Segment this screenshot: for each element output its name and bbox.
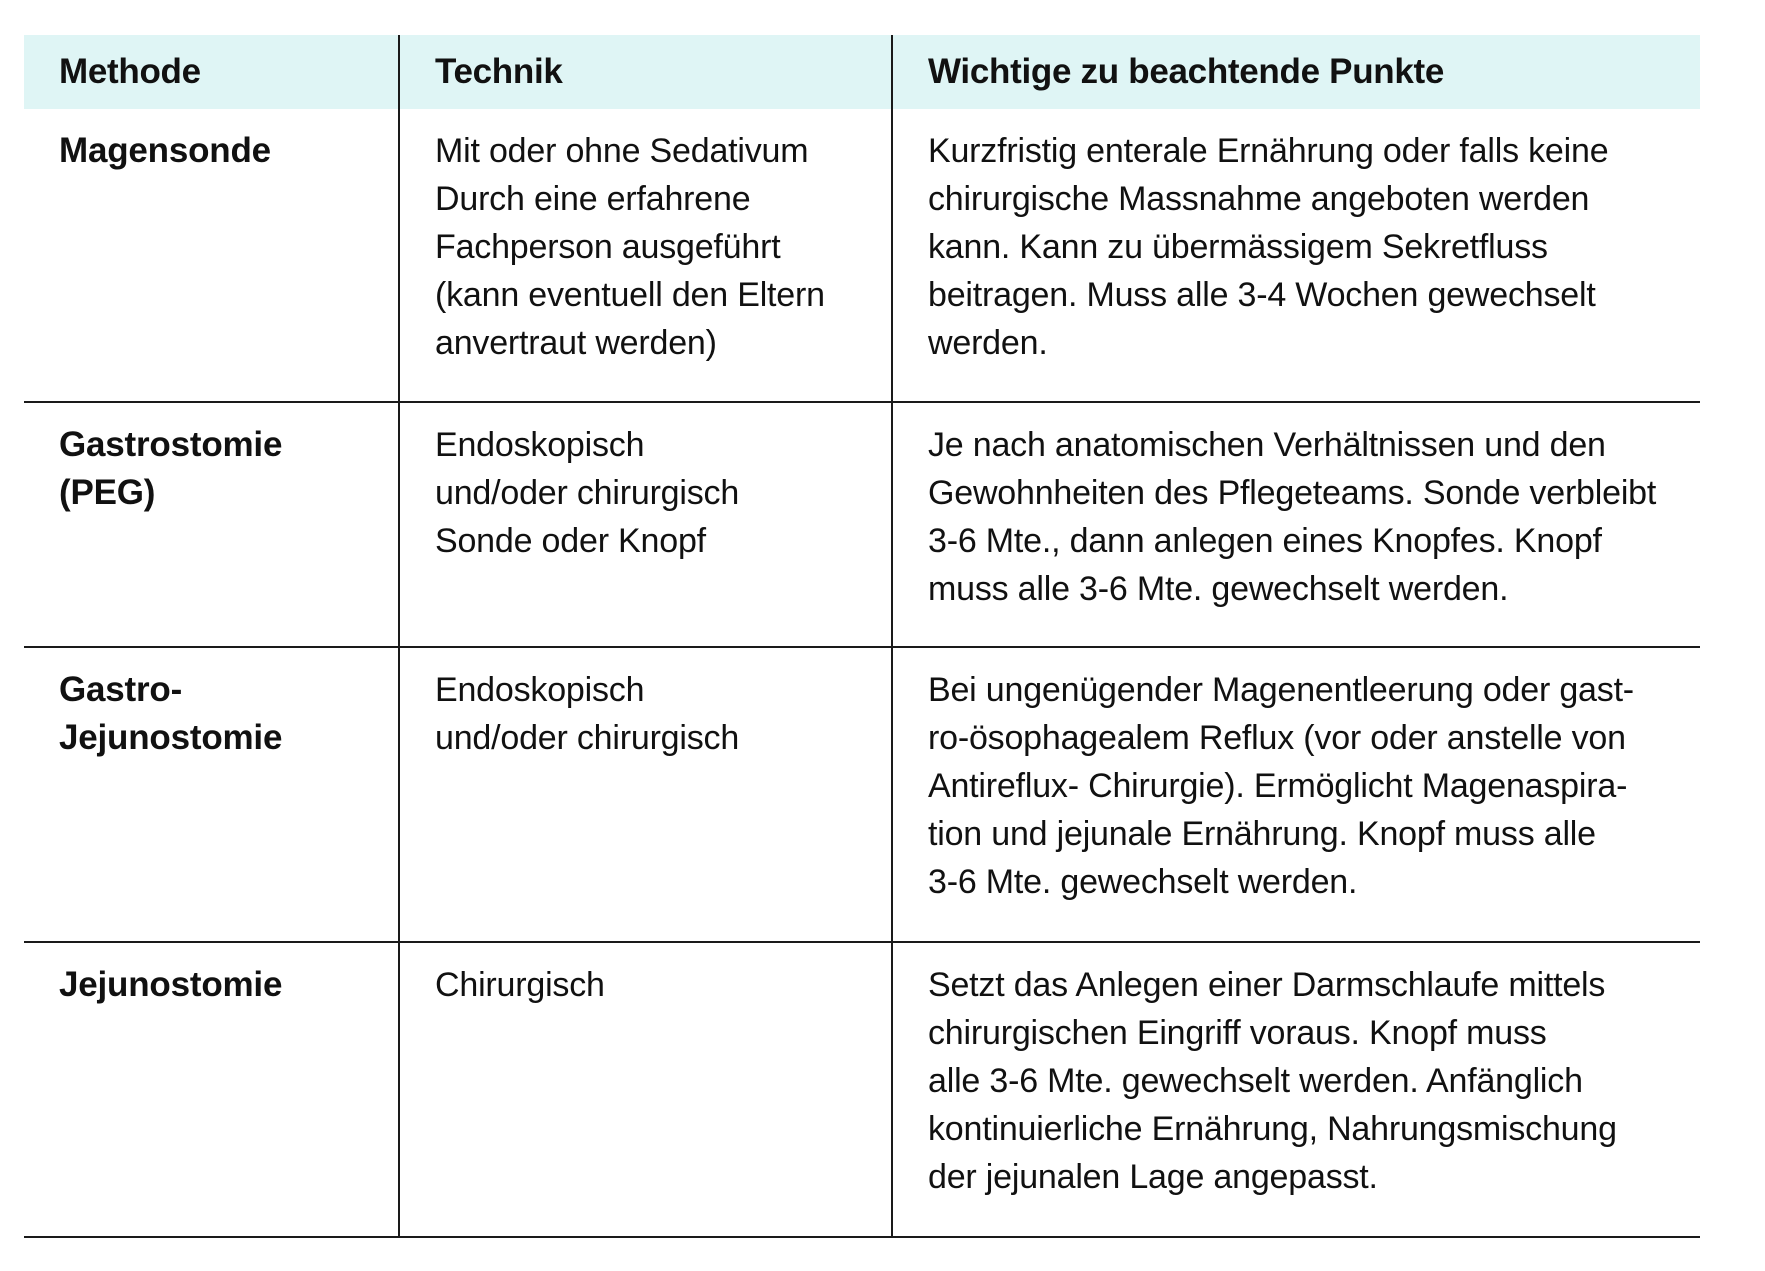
- notes-cell: [892, 402, 1700, 647]
- notes-line: chirurgischen Eingriff voraus. Knopf muss: [928, 1014, 1547, 1052]
- feeding-methods-table: [24, 35, 1700, 1238]
- table-header: [24, 35, 1700, 109]
- method-line: Jejunostomie: [59, 718, 283, 757]
- notes-line: kann. Kann zu übermässigem Sekretfluss: [928, 228, 1548, 266]
- notes-line: der jejunalen Lage angepasst.: [928, 1158, 1378, 1196]
- notes-line: alle 3-6 Mte. gewechselt werden. Anfänglich: [928, 1062, 1583, 1100]
- method-cell: [24, 109, 399, 402]
- technique-line: und/oder chirurgisch: [435, 474, 740, 512]
- notes-line: Bei ungenügender Magenentleerung oder gast-: [928, 671, 1634, 709]
- method-cell: [24, 942, 399, 1237]
- technique-line: und/oder chirurgisch: [435, 719, 740, 757]
- technique-line: Chirurgisch: [435, 966, 605, 1004]
- table-body: [24, 109, 1700, 1237]
- method-line: Jejunostomie: [59, 965, 283, 1004]
- technique-cell: [399, 402, 892, 647]
- method-line: Gastro-: [59, 670, 183, 709]
- header-wichtige-punkte: Wichtige zu beachtende Punkte: [892, 35, 1700, 109]
- technique-line: Endoskopisch: [435, 671, 645, 709]
- notes-line: kontinuierliche Ernährung, Nahrungsmischung: [928, 1110, 1617, 1148]
- notes-line: Setzt das Anlegen einer Darmschlaufe mittels: [928, 966, 1606, 1004]
- notes-line: chirurgische Massnahme angeboten werden: [928, 180, 1590, 218]
- technique-line: Sonde oder Knopf: [435, 522, 706, 560]
- table-row: [24, 109, 1700, 402]
- table-row: [24, 647, 1700, 942]
- technique-line: Mit oder ohne Sedativum: [435, 132, 809, 170]
- method-line: Magensonde: [59, 131, 271, 170]
- notes-line: werden.: [928, 324, 1048, 362]
- header-technik: Technik: [399, 35, 892, 109]
- notes-line: beitragen. Muss alle 3-4 Wochen gewechselt: [928, 276, 1596, 314]
- notes-line: muss alle 3-6 Mte. gewechselt werden.: [928, 570, 1509, 608]
- technique-line: Fachperson ausgeführt: [435, 228, 781, 266]
- notes-line: Kurzfristig enterale Ernährung oder falls keine: [928, 132, 1609, 170]
- method-cell: [24, 647, 399, 942]
- technique-cell: [399, 942, 892, 1237]
- table-row: [24, 402, 1700, 647]
- notes-cell: [892, 942, 1700, 1237]
- technique-cell: [399, 647, 892, 942]
- table-row: [24, 942, 1700, 1237]
- header-methode: Methode: [59, 52, 201, 91]
- notes-line: Antireflux- Chirurgie). Ermöglicht Magenaspira-: [928, 767, 1628, 805]
- notes-cell: [892, 109, 1700, 402]
- notes-line: tion und jejunale Ernährung. Knopf muss alle: [928, 815, 1596, 853]
- technique-line: Endoskopisch: [435, 426, 645, 464]
- technique-line: (kann eventuell den Eltern: [435, 276, 825, 314]
- notes-line: Gewohnheiten des Pflegeteams. Sonde verbleibt: [928, 474, 1657, 512]
- technique-cell: [399, 109, 892, 402]
- method-line: Gastrostomie: [59, 425, 283, 464]
- technique-line: Durch eine erfahrene: [435, 180, 751, 218]
- notes-line: ro-ösophagealem Reflux (vor oder anstelle von: [928, 719, 1626, 757]
- notes-line: 3-6 Mte., dann anlegen eines Knopfes. Knopf: [928, 522, 1602, 560]
- technique-line: anvertraut werden): [435, 324, 717, 362]
- method-line: (PEG): [59, 473, 156, 512]
- notes-line: 3-6 Mte. gewechselt werden.: [928, 863, 1358, 901]
- header-row: [24, 35, 1700, 109]
- notes-cell: [892, 647, 1700, 942]
- notes-line: Je nach anatomischen Verhältnissen und den: [928, 426, 1606, 464]
- method-cell: [24, 402, 399, 647]
